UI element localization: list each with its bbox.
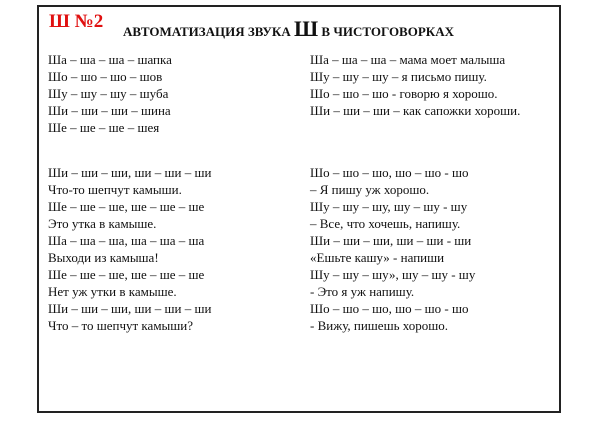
block2-left-line: Нет уж утки в камыше.	[48, 284, 177, 299]
block1-left-line: Шу – шу – шу – шуба	[48, 86, 169, 101]
block2-right-line: – Все, что хочешь, напишу.	[310, 216, 461, 231]
block1-left-line: Ша – ша – ша – шапка	[48, 52, 172, 67]
block2-right-line: Ши – ши – ши, ши – ши - ши	[310, 233, 472, 248]
block2-right-line: Шу – шу – шу, шу – шу - шу	[310, 199, 468, 214]
block2-left-line: Что-то шепчут камыши.	[48, 182, 182, 197]
page-title	[123, 16, 454, 42]
block2-left-line: Это утка в камыше.	[48, 216, 157, 231]
block2-left-line: Ша – ша – ша, ша – ша – ша	[48, 233, 205, 248]
block2-left-line: Ше – ше – ше, ше – ше – ше	[48, 199, 205, 214]
block1-right-line: Шу – шу – шу – я письмо пишу.	[310, 69, 487, 84]
block1-right-line: Шо – шо – шо - говорю я хорошо.	[310, 86, 498, 101]
block1-right-line: Ша – ша – ша – мама моет малыша	[310, 52, 506, 67]
block2-right-line: - Вижу, пишешь хорошо.	[310, 318, 449, 333]
block2-left-line: Ши – ши – ши, ши – ши – ши	[48, 165, 212, 180]
block2-right-line: Шо – шо – шо, шо – шо - шо	[310, 301, 469, 316]
exercise-number: Ш №2	[49, 11, 104, 32]
block2-right-line: Шо – шо – шо, шо – шо - шо	[310, 165, 469, 180]
block2-left-line: Ше – ше – ше, ше – ше – ше	[48, 267, 205, 282]
block1-left-line: Ши – ши – ши – шина	[48, 103, 171, 118]
block2-right-line: «Ешьте кашу» - напиши	[310, 250, 445, 265]
block2-right-line: – Я пишу уж хорошо.	[310, 182, 430, 197]
block1-left-line: Ше – ше – ше – шея	[48, 120, 160, 135]
block1-right-line: Ши – ши – ши – как сапожки хороши.	[310, 103, 521, 118]
block2-left-line: Что – то шепчут камыши?	[48, 318, 194, 333]
block2-right-line: Шу – шу – шу», шу – шу - шу	[310, 267, 476, 282]
title-text-before: АВТОМАТИЗАЦИЯ ЗВУКА	[123, 24, 294, 39]
title-text-after: В ЧИСТОГОВОРКАХ	[318, 24, 454, 39]
block2-left-line: Выходи из камыша!	[48, 250, 159, 265]
block1-left-line: Шо – шо – шо – шов	[48, 69, 163, 84]
title-big-letter: Ш	[294, 16, 319, 41]
block2-left-line: Ши – ши – ши, ши – ши – ши	[48, 301, 212, 316]
title-row	[45, 11, 555, 41]
block2-right-line: - Это я уж напишу.	[310, 284, 415, 299]
